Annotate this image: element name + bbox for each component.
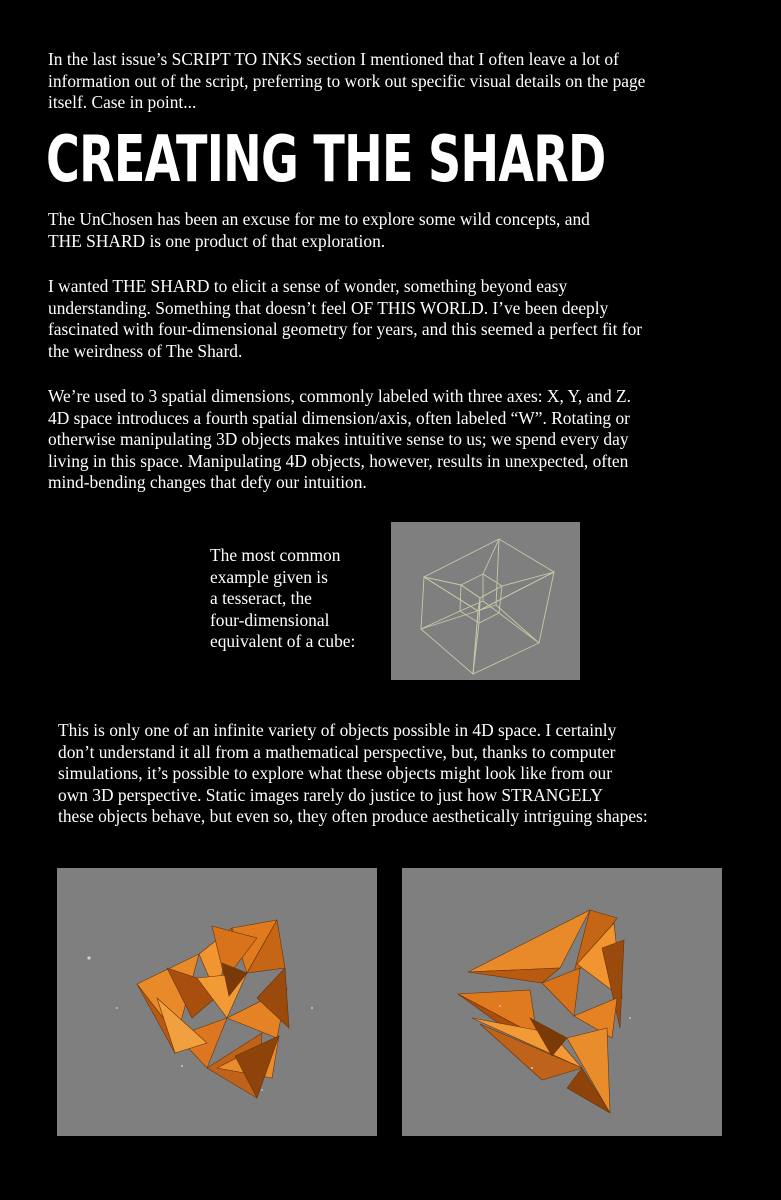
- intro-paragraph: In the last issue’s SCRIPT TO INKS section I mentioned that I often leave a lot of information out of the script, preferring to work out specific visual details on the page itself. Case in point...: [48, 49, 646, 113]
- tesseract-image: [391, 522, 580, 680]
- tesseract-caption: The most common example given is a tesseract, the four-dimensional equivalent of a cube:: [210, 545, 356, 652]
- shard-render-right: [402, 868, 722, 1136]
- body-paragraph-2: I wanted THE SHARD to elicit a sense of wonder, something beyond easy understanding. Something that doesn’t feel OF THIS WORLD. I’ve been deeply fascinated with four-dimensional geometry for years, and this seemed a perfect fit for the weirdness of The Shard.: [48, 276, 643, 361]
- tesseract-wireframe: [391, 522, 580, 680]
- body-paragraph-4: This is only one of an infinite variety of objects possible in 4D space. I certainly don’t understand it all from a mathematical perspective, but, thanks to computer simulations, it’s possible to explore what these objects might look like from our own 3D perspective. Static images rarely do justice to just how STRANGELY these objects behave, but even so, they often produce aesthetically intriguing shapes:: [58, 720, 648, 827]
- shard-render-left: [57, 868, 377, 1136]
- page-title: CREATING THE SHARD: [46, 123, 606, 197]
- body-paragraph-1: The UnChosen has been an excuse for me to explore some wild concepts, and THE SHARD is one product of that exploration.: [48, 209, 590, 251]
- body-paragraph-3: We’re used to 3 spatial dimensions, commonly labeled with three axes: X, Y, and Z. 4D space introduces a fourth spatial dimension/axis, often labeled “W”. Rotating or otherwise manipulating 3D objects makes intuitive sense to us; we spend every day living in this space. Manipulating 4D objects, however, results in unexpected, often mind-bending changes that defy our intuition.: [48, 386, 631, 493]
- shard-shape-right: [402, 868, 722, 1136]
- shard-shape-left: [57, 868, 377, 1136]
